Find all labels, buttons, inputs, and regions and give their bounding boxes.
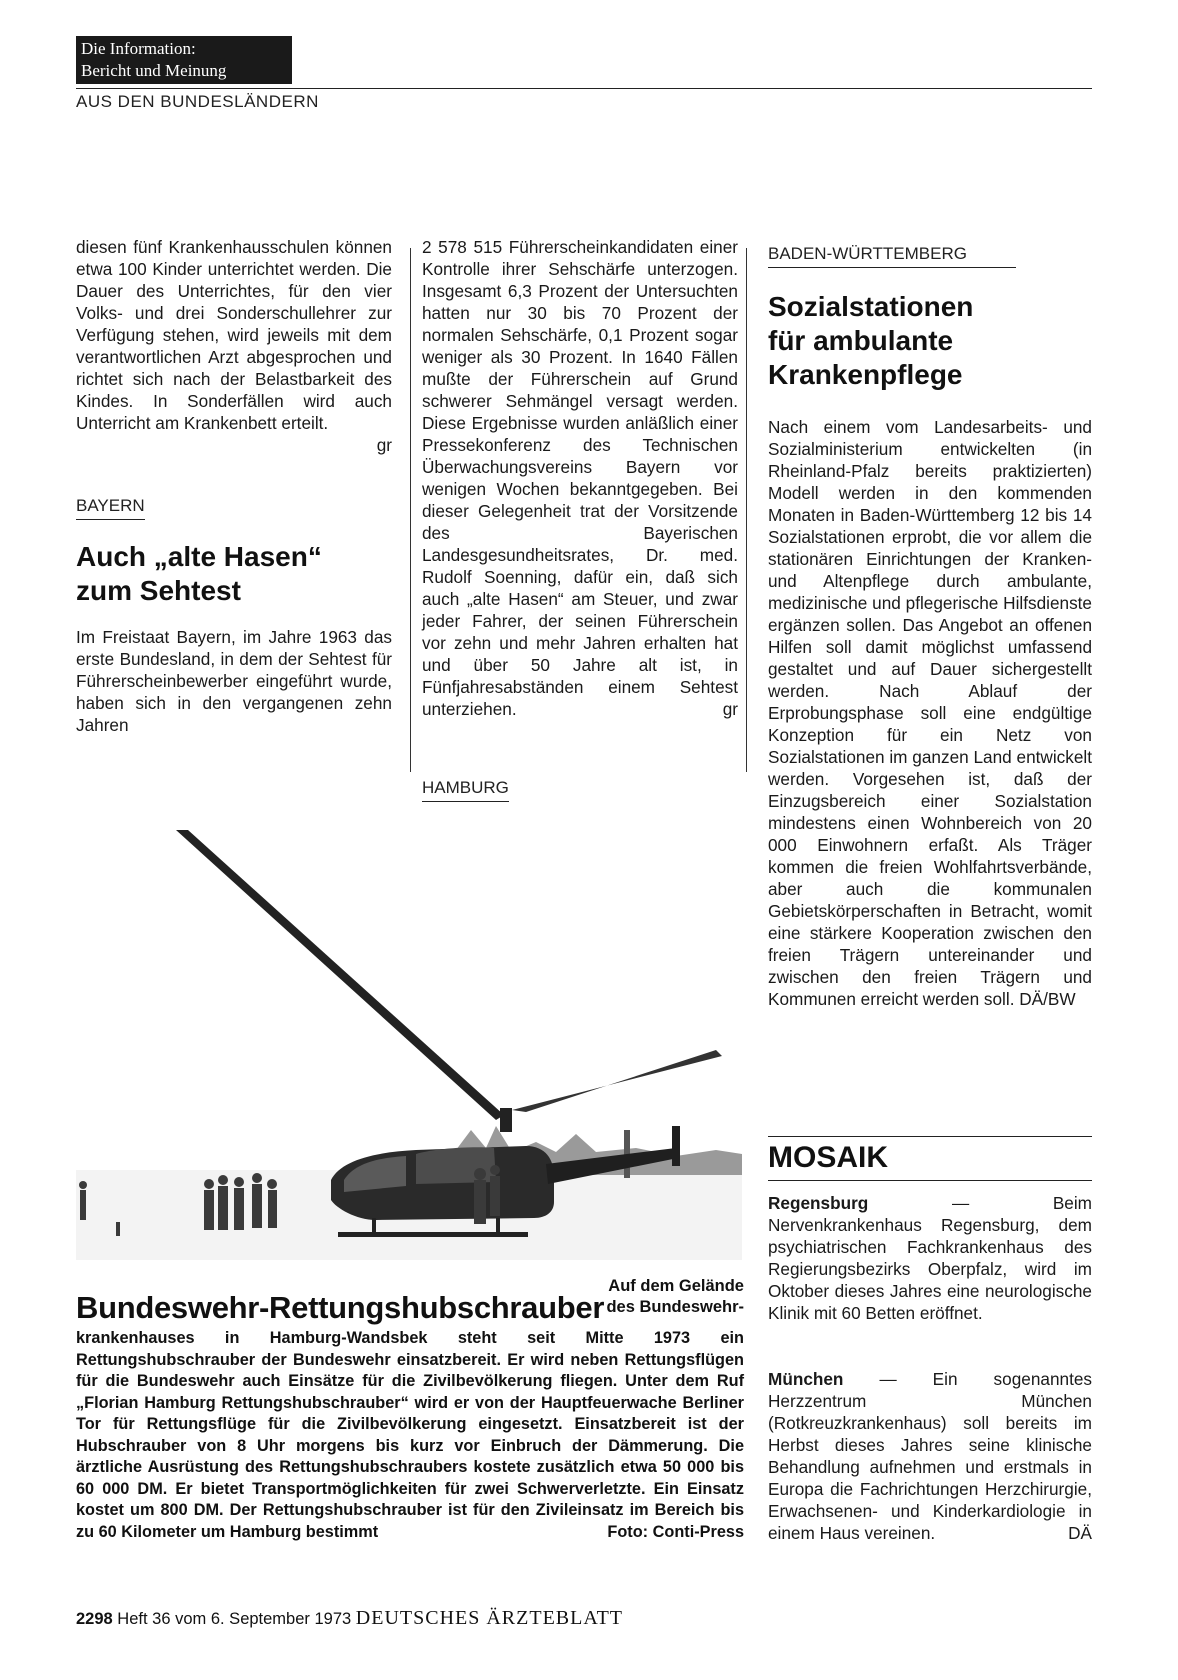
krankenhausschulen-text: diesen fünf Krankenhausschulen können etwa 100 Kinder unterrichtet werden. Die Dauer des Unterrichtes, für den vier Volks- und drei Sonderschullehrer zur Verfügung stehen, wird jeweils mit dem verantwortlichen Arzt abgesprochen und richtet sich nach der Belastbarkeit des Kindes. In Sonderfällen wird auch Unterricht am Krankenbett erteilt.: [76, 237, 392, 433]
caption-body: krankenhauses in Hamburg-Wandsbek steht seit Mitte 1973 ein Rettungshubschrauber der Bundeswehr einsatzbereit. Er wird neben Rettungsflügen für die Bundeswehr auch Einsätze für die Zivilbevölkerung fliegen. Unter dem Ruf „Florian Hamburg Rettungshubschrauber“ wird er von der Hauptfeuerwache Berliner Tor für Rettungsflüge für die Zivilbevölkerung eingesetzt. Einsatzbereit ist der Hubschrauber von 8 Uhr morgens bis kurz vor Einbruch der Dämmerung. Die ärztliche Ausrüstung des Rettungshubschraubers kostete zusätzlich etwa 50 000 bis 60 000 DM. Er bietet Transportmöglichkeiten für zwei Schwerverletzte. Ein Einsatz kostet um 800 DM. Der Rettungshubschrauber ist für den Zivileinsatz im Bereich bis zu 60 Kilometer um Hamburg bestimmt Foto: Conti-Press: [76, 1328, 744, 1543]
journal-name: DEUTSCHES ÄRZTEBLATT: [355, 1607, 623, 1629]
rubric-line-1: Die Information:: [81, 39, 196, 58]
section-header: AUS DEN BUNDESLÄNDERN: [76, 92, 319, 111]
article-sozialstationen: Nach einem vom Landesarbeits- und Sozialministerium entwickelten (in Rheinland-Pfalz bereits praktizierten) Modell werden in den kommenden Monaten in Baden-Württemberg 12 bis 14 Sozialstationen erprobt, die vor allem die stationären Einrichtungen der Kranken- und Altenpflege durch ambulante, medizinische und pflegerische Hilfsdienste ergänzen sollen. Das Angebot an offenen Hilfen soll damit möglichst umfassend gestaltet und auf Dauer sichergestellt werden. Nach Ablauf der Erprobungsphase soll eine endgültige Konzeption für ein Netz von Sozialstationen im ganzen Land entwickelt werden. Vorgesehen ist, daß der Einzugsbereich einer Sozialstation mindestens einen Wohnbereich von 20 000 Einwohnern erfaßt. Als Träger kommen die freien Wohlfahrtsverbände, aber auch die kommunalen Gebietskörperschaften in Betracht, womit eine stärkere Kooperation zwischen den freien Trägern untereinander und zwischen den freien Trägern und Kommunen erreicht werden soll. DÄ/BW: [768, 417, 1092, 1009]
section-tag-baden-wuerttemberg: BADEN-WÜRTTEMBERG: [768, 244, 1016, 268]
column-divider: [410, 248, 411, 772]
headline-alte-hasen: Auch „alte Hasen“ zum Sehtest: [76, 541, 322, 606]
headline-sozialstationen: Sozialstationen für ambulante Krankenpflege: [768, 291, 974, 390]
column-1-continued: [76, 236, 392, 456]
page-number: 2298: [76, 1610, 113, 1628]
caption-lead: Auf dem Gelände des Bundeswehr-: [606, 1277, 744, 1316]
signature: gr: [722, 699, 738, 719]
page-footer: [76, 1607, 623, 1630]
header-rule: [76, 88, 1092, 89]
mosaik-heading: MOSAIK: [768, 1141, 888, 1174]
section-tag-bayern: BAYERN: [76, 496, 145, 520]
mosaik-rule-top: [768, 1136, 1092, 1137]
column-divider: [746, 248, 747, 772]
mosaik-rule-bottom: [768, 1180, 1092, 1181]
mosaik-item-regensburg: Regensburg — Beim Nervenkrankenhaus Regensburg, dem psychiatrischen Fachkrankenhaus des Regierungsbezirks Oberpfalz, wird im Oktober dieses Jahres eine neurologische Klinik mit 60 Betten eröffnet.: [768, 1193, 1092, 1323]
section-tag-hamburg: HAMBURG: [422, 778, 509, 802]
article-bayern-start: Im Freistaat Bayern, im Jahre 1963 das erste Bundesland, in dem der Sehtest für Führerscheinbewerber eingeführt wurde, haben sich in den vergangenen zehn Jahren: [76, 627, 392, 735]
rubric-box: [76, 36, 292, 84]
column-2-continued: [422, 236, 738, 720]
issue-info: Heft 36 vom 6. September 1973: [112, 1610, 356, 1628]
helicopter-photo: [76, 830, 742, 1260]
photo-credit: Foto: Conti-Press: [607, 1522, 744, 1541]
rubric-line-2: Bericht und Meinung: [81, 61, 227, 80]
sehtest-text: 2 578 515 Führerscheinkandidaten einer Kontrolle ihrer Sehschärfe unterzogen. Insgesamt 6,3 Prozent der Untersuchten hatten nur 30 bis 70 Prozent der normalen Sehschärfe, 0,1 Prozent sogar weniger als 30 Prozent. In 1640 Fällen mußte der Führerschein auf Grund schwerer Sehmängel versagt werden. Diese Ergebnisse wurden anläßlich einer Pressekonferenz des Technischen Überwachungsvereins Bayern vor wenigen Wochen bekanntgegeben. Bei dieser Gelegenheit trat der Vorsitzende des Bayerischen Landesgesundheitsrates, Dr. med. Rudolf Soenning, dafür ein, daß sich auch „alte Hasen“ am Steuer, und zwar jeder Fahrer, der seinen Führerschein vor zehn und mehr Jahren erhalten hat und über 50 Jahre alt ist, in Fünfjahresabständen einem Sehtest unterziehen.: [422, 237, 738, 719]
caption-title: Bundeswehr-Rettungshubschrauber: [76, 1290, 605, 1325]
mosaik-item-muenchen: München — Ein sogenanntes Herzzentrum München (Rotkreuzkrankenhaus) soll bereits im Herbst dieses Jahres seine klinische Behandlung aufnehmen und erstmals in Europa die Fachrichtungen Herzchirurgie, Erwachsenen- und Kinderkardiologie in einem Haus vereinen. DÄ: [768, 1369, 1092, 1543]
signature: gr: [376, 435, 392, 455]
